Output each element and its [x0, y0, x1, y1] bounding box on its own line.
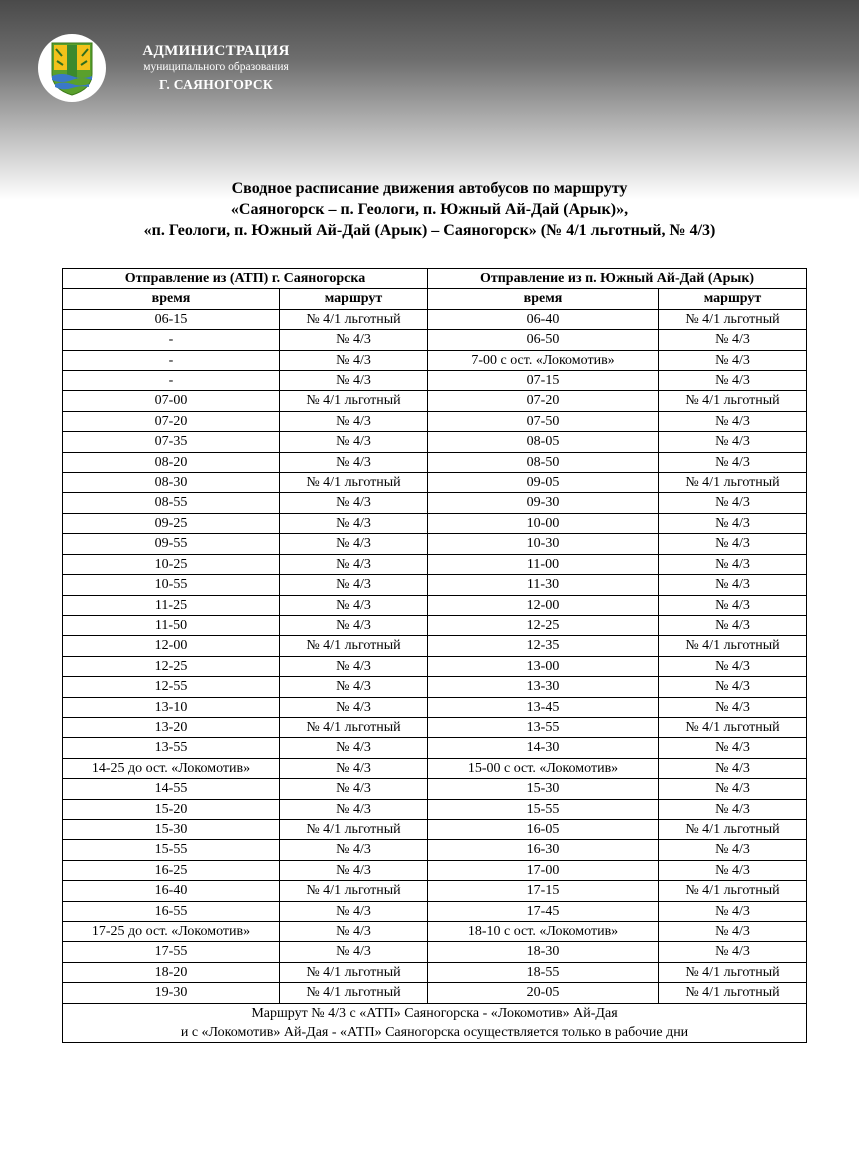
cell-time: 17-00	[428, 860, 659, 880]
cell-route: № 4/1 льготный	[280, 983, 428, 1003]
cell-time: 12-00	[63, 636, 280, 656]
cell-route: № 4/3	[280, 615, 428, 635]
group-header-from-aidai: Отправление из п. Южный Ай-Дай (Арык)	[428, 269, 807, 289]
cell-route: № 4/3	[280, 901, 428, 921]
cell-route: № 4/1 льготный	[659, 391, 807, 411]
cell-route: № 4/1 льготный	[280, 473, 428, 493]
cell-time: 10-00	[428, 513, 659, 533]
cell-route: № 4/1 льготный	[659, 881, 807, 901]
cell-route: № 4/1 льготный	[280, 819, 428, 839]
cell-time: 12-25	[63, 656, 280, 676]
cell-time: 13-20	[63, 717, 280, 737]
table-row	[63, 330, 807, 350]
cell-time: 12-35	[428, 636, 659, 656]
cell-route: № 4/3	[659, 840, 807, 860]
cell-route: № 4/3	[659, 350, 807, 370]
cell-route: № 4/3	[659, 677, 807, 697]
cell-route: № 4/3	[280, 575, 428, 595]
table-column-header-row	[63, 289, 807, 309]
cell-route: № 4/3	[659, 656, 807, 676]
cell-time: 17-45	[428, 901, 659, 921]
cell-route: № 4/3	[659, 615, 807, 635]
cell-time: 18-10 с ост. «Локомотив»	[428, 922, 659, 942]
cell-time: 13-00	[428, 656, 659, 676]
cell-route: № 4/3	[659, 922, 807, 942]
cell-time: 10-55	[63, 575, 280, 595]
cell-time: 13-55	[428, 717, 659, 737]
cell-time: -	[63, 330, 280, 350]
cell-route: № 4/3	[659, 330, 807, 350]
cell-route: № 4/3	[280, 697, 428, 717]
cell-route: № 4/3	[280, 677, 428, 697]
cell-route: № 4/3	[659, 493, 807, 513]
cell-time: 17-15	[428, 881, 659, 901]
cell-route: № 4/3	[280, 411, 428, 431]
cell-time: 12-00	[428, 595, 659, 615]
cell-route: № 4/3	[659, 595, 807, 615]
cell-route: № 4/1 льготный	[280, 881, 428, 901]
table-row	[63, 513, 807, 533]
cell-time: 09-25	[63, 513, 280, 533]
table-row	[63, 901, 807, 921]
cell-time: 18-20	[63, 962, 280, 982]
cell-route: № 4/1 льготный	[280, 962, 428, 982]
org-subtitle: муниципального образования	[143, 61, 289, 73]
cell-time: 09-55	[63, 534, 280, 554]
cell-route: № 4/1 льготный	[280, 309, 428, 329]
cell-time: 06-15	[63, 309, 280, 329]
table-row	[63, 575, 807, 595]
schedule-body	[63, 309, 807, 1003]
cell-route: № 4/1 льготный	[280, 717, 428, 737]
cell-route: № 4/3	[659, 799, 807, 819]
cell-route: № 4/1 льготный	[659, 473, 807, 493]
cell-time: 14-25 до ост. «Локомотив»	[63, 758, 280, 778]
cell-time: 18-55	[428, 962, 659, 982]
cell-time: 17-25 до ост. «Локомотив»	[63, 922, 280, 942]
cell-route: № 4/3	[280, 738, 428, 758]
cell-route: № 4/3	[659, 779, 807, 799]
cell-time: 08-50	[428, 452, 659, 472]
table-row	[63, 391, 807, 411]
cell-route: № 4/3	[280, 595, 428, 615]
table-row	[63, 983, 807, 1003]
cell-route: № 4/1 льготный	[659, 962, 807, 982]
cell-route: № 4/3	[280, 513, 428, 533]
table-row	[63, 922, 807, 942]
table-row	[63, 840, 807, 860]
cell-time: 16-30	[428, 840, 659, 860]
cell-time: 15-00 с ост. «Локомотив»	[428, 758, 659, 778]
cell-time: 17-55	[63, 942, 280, 962]
cell-route: № 4/1 льготный	[659, 717, 807, 737]
column-header-time-1: время	[63, 289, 280, 309]
cell-time: 14-30	[428, 738, 659, 758]
table-row	[63, 534, 807, 554]
cell-time: 19-30	[63, 983, 280, 1003]
cell-route: № 4/3	[280, 758, 428, 778]
org-title: АДМИНИСТРАЦИЯ	[142, 43, 290, 59]
cell-route: № 4/1 льготный	[659, 309, 807, 329]
cell-time: 10-30	[428, 534, 659, 554]
table-row	[63, 371, 807, 391]
table-row	[63, 819, 807, 839]
cell-time: 16-55	[63, 901, 280, 921]
document-title	[0, 178, 859, 241]
cell-time: 07-35	[63, 432, 280, 452]
title-line-1: Сводное расписание движения автобусов по маршруту	[231, 180, 628, 197]
cell-time: 08-20	[63, 452, 280, 472]
table-row	[63, 432, 807, 452]
table-row	[63, 758, 807, 778]
cell-route: № 4/3	[659, 860, 807, 880]
table-row	[63, 350, 807, 370]
cell-route: № 4/3	[659, 575, 807, 595]
table-row	[63, 962, 807, 982]
cell-route: № 4/3	[280, 942, 428, 962]
table-row	[63, 452, 807, 472]
cell-route: № 4/1 льготный	[659, 983, 807, 1003]
cell-route: № 4/3	[659, 758, 807, 778]
table-row	[63, 615, 807, 635]
cell-time: 12-25	[428, 615, 659, 635]
cell-time: 09-30	[428, 493, 659, 513]
cell-route: № 4/3	[280, 350, 428, 370]
note-line-1: Маршрут № 4/3 с «АТП» Саяногорска - «Локомотив» Ай-Дая	[251, 1005, 618, 1021]
cell-time: 11-25	[63, 595, 280, 615]
table-row	[63, 309, 807, 329]
cell-time: 08-30	[63, 473, 280, 493]
cell-time: 10-25	[63, 554, 280, 574]
cell-time: 15-55	[63, 840, 280, 860]
schedule-note	[63, 1003, 807, 1043]
table-row	[63, 799, 807, 819]
title-line-2: «Саяногорск – п. Геологи, п. Южный Ай-Дай (Арык)»,	[230, 201, 629, 218]
cell-time: 07-20	[428, 391, 659, 411]
cell-time: 11-00	[428, 554, 659, 574]
table-row	[63, 473, 807, 493]
cell-route: № 4/3	[659, 534, 807, 554]
cell-route: № 4/3	[659, 371, 807, 391]
table-row	[63, 493, 807, 513]
cell-time: 13-30	[428, 677, 659, 697]
cell-time: 08-05	[428, 432, 659, 452]
cell-route: № 4/3	[659, 452, 807, 472]
schedule-note-row	[63, 1003, 807, 1043]
cell-route: № 4/3	[280, 860, 428, 880]
cell-route: № 4/3	[280, 330, 428, 350]
city-coat-of-arms-icon	[38, 34, 106, 102]
cell-route: № 4/3	[659, 942, 807, 962]
cell-time: 15-20	[63, 799, 280, 819]
cell-time: 16-25	[63, 860, 280, 880]
cell-time: 18-30	[428, 942, 659, 962]
table-row	[63, 554, 807, 574]
cell-time: -	[63, 371, 280, 391]
header-band	[0, 0, 859, 200]
table-row	[63, 738, 807, 758]
cell-time: 15-30	[63, 819, 280, 839]
table-row	[63, 677, 807, 697]
cell-route: № 4/3	[280, 554, 428, 574]
cell-route: № 4/3	[659, 901, 807, 921]
cell-time: 07-00	[63, 391, 280, 411]
cell-route: № 4/3	[280, 371, 428, 391]
cell-time: 13-45	[428, 697, 659, 717]
cell-route: № 4/3	[280, 779, 428, 799]
cell-route: № 4/1 льготный	[280, 391, 428, 411]
cell-time: 08-55	[63, 493, 280, 513]
cell-route: № 4/3	[280, 452, 428, 472]
cell-time: 16-40	[63, 881, 280, 901]
cell-time: 13-10	[63, 697, 280, 717]
column-header-time-2: время	[428, 289, 659, 309]
cell-route: № 4/3	[280, 493, 428, 513]
cell-time: 15-55	[428, 799, 659, 819]
cell-route: № 4/3	[280, 534, 428, 554]
cell-route: № 4/3	[659, 738, 807, 758]
table-row	[63, 881, 807, 901]
column-header-route-2: маршрут	[659, 289, 807, 309]
cell-route: № 4/1 льготный	[659, 819, 807, 839]
cell-route: № 4/3	[659, 432, 807, 452]
cell-time: 06-50	[428, 330, 659, 350]
table-row	[63, 411, 807, 431]
table-row	[63, 595, 807, 615]
cell-route: № 4/3	[659, 554, 807, 574]
cell-time: 16-05	[428, 819, 659, 839]
table-group-header-row	[63, 269, 807, 289]
table-row	[63, 656, 807, 676]
cell-time: 20-05	[428, 983, 659, 1003]
group-header-from-sayanogorsk: Отправление из (АТП) г. Саяногорска	[63, 269, 428, 289]
organization-name	[110, 42, 322, 94]
cell-route: № 4/3	[280, 656, 428, 676]
table-row	[63, 860, 807, 880]
title-line-3: «п. Геологи, п. Южный Ай-Дай (Арык) – Саяногорск» (№ 4/1 льготный, № 4/3)	[143, 222, 716, 239]
cell-route: № 4/1 льготный	[659, 636, 807, 656]
cell-time: 13-55	[63, 738, 280, 758]
cell-route: № 4/3	[659, 697, 807, 717]
table-row	[63, 942, 807, 962]
cell-route: № 4/3	[280, 432, 428, 452]
cell-time: 06-40	[428, 309, 659, 329]
column-header-route-1: маршрут	[280, 289, 428, 309]
table-row	[63, 717, 807, 737]
table-row	[63, 779, 807, 799]
cell-route: № 4/3	[659, 513, 807, 533]
cell-route: № 4/3	[659, 411, 807, 431]
cell-time: -	[63, 350, 280, 370]
cell-route: № 4/1 льготный	[280, 636, 428, 656]
cell-route: № 4/3	[280, 840, 428, 860]
cell-time: 14-55	[63, 779, 280, 799]
cell-time: 11-30	[428, 575, 659, 595]
cell-time: 07-20	[63, 411, 280, 431]
cell-time: 12-55	[63, 677, 280, 697]
cell-time: 15-30	[428, 779, 659, 799]
cell-route: № 4/3	[280, 799, 428, 819]
table-row	[63, 697, 807, 717]
cell-time: 11-50	[63, 615, 280, 635]
cell-time: 07-15	[428, 371, 659, 391]
note-line-2: и с «Локомотив» Ай-Дая - «АТП» Саяногорска осуществляется только в рабочие дни	[180, 1025, 689, 1041]
cell-time: 7-00 с ост. «Локомотив»	[428, 350, 659, 370]
schedule-table	[62, 268, 807, 1043]
org-city: Г. САЯНОГОРСК	[159, 77, 273, 92]
table-row	[63, 636, 807, 656]
cell-time: 09-05	[428, 473, 659, 493]
cell-route: № 4/3	[280, 922, 428, 942]
cell-time: 07-50	[428, 411, 659, 431]
